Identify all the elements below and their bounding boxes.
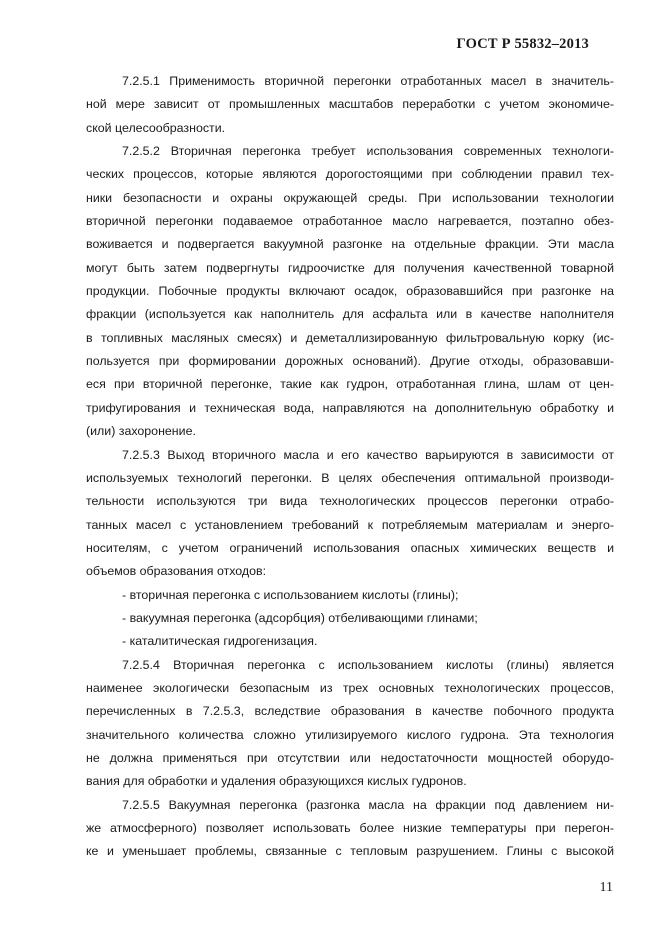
document-header: ГОСТ Р 55832–2013 bbox=[456, 36, 589, 52]
text-line: 7.2.5.5 Вакуумная перегонка (разгонка масла на фракции под давлением ни- bbox=[122, 797, 614, 812]
text-line: 7.2.5.1 Применимость вторичной перегонки отработанных масел в значитель- bbox=[122, 74, 614, 88]
text-line: же атмосферного) позволяет использовать более низкие температуры при перегон- bbox=[86, 821, 614, 835]
text-line: носителям, с учетом ограничений использования опасных химических веществ и bbox=[86, 540, 614, 555]
text-line: фракции (используется как наполнитель для асфальта или в качестве наполнителя bbox=[86, 307, 614, 322]
text-line: ной мере зависит от промышленных масштабов переработки с учетом экономиче- bbox=[86, 97, 614, 112]
text-line: перечисленных в 7.2.5.3, вследствие образования в качестве побочного продукта bbox=[86, 704, 614, 719]
text-line: вания для обработки и удаления образующихся кислых гудронов. bbox=[86, 774, 467, 789]
text-line: ке и уменьшает проблемы, связанные с тепловым разрушением. Глины с высокой bbox=[86, 844, 614, 859]
text-line: ской целесообразности. bbox=[86, 120, 226, 135]
text-line: вторичной перегонки подаваемое отработанное масло нагревается, поэтапно обез- bbox=[86, 214, 614, 229]
text-line: тельности используются три вида технологических процессов перегонки отрабо- bbox=[86, 494, 614, 509]
text-line: могут быть затем подвергнуты гидроочистке для получения качественной товарной bbox=[86, 260, 614, 275]
text-line: продукции. Побочные продукты включают осадок, образовавшийся при разгонке на bbox=[86, 284, 614, 299]
text-line: в топливных масляных смесях) и деметаллизированную фильтровальную корку (ис- bbox=[86, 330, 614, 345]
text-line: трифугирования и техническая вода, направляются на дополнительную обработку и bbox=[86, 400, 614, 415]
text-line: 7.2.5.3 Выход вторичного масла и его качество варьируются в зависимости от bbox=[122, 447, 614, 462]
text-line: 7.2.5.4 Вторичная перегонка с использованием кислоты (глины) является bbox=[122, 657, 614, 672]
text-line: пользуется при формировании дорожных оснований). Другие отходы, образовавши- bbox=[86, 354, 614, 369]
text-line: еся при вторичной перегонке, такие как гудрон, отработанная глина, шлам от цен- bbox=[86, 377, 614, 392]
text-line: воживается и подвергается вакуумной разгонке на отдельные фракции. Эти масла bbox=[86, 237, 614, 252]
list-item: - каталитическая гидрогенизация. bbox=[122, 634, 318, 649]
text-line: 7.2.5.2 Вторичная перегонка требует использования современных технологи- bbox=[122, 144, 614, 159]
text-line: ческих процессов, которые являются дорогостоящими при соблюдении правил тех- bbox=[86, 167, 614, 182]
text-line: танных масел с установлением требований к потребляемым материалам и энерго- bbox=[86, 517, 614, 532]
list-item: - вторичная перегонка с использованием кислоты (глины); bbox=[122, 587, 459, 602]
list-item: - вакуумная перегонка (адсорбция) отбеливающими глинами; bbox=[122, 610, 478, 625]
text-line: (или) захоронение. bbox=[86, 424, 196, 439]
text-line: наименее экологически безопасным из трех основных технологических процессов, bbox=[86, 680, 614, 695]
document-body bbox=[86, 70, 614, 864]
text-line: используемых технологий перегонки. В целях обеспечения оптимальной производи- bbox=[86, 470, 614, 485]
page-number: 11 bbox=[599, 880, 613, 895]
text-line: объемов образования отходов: bbox=[86, 564, 267, 579]
text-line: значительного количества сложно утилизируемого кислого гудрона. Эта технология bbox=[86, 727, 614, 742]
text-line: ники безопасности и охраны окружающей среды. При использовании технологии bbox=[86, 190, 614, 205]
text-line: не должна применяться при отсутствии или недостаточности мощностей оборудо- bbox=[86, 750, 614, 765]
